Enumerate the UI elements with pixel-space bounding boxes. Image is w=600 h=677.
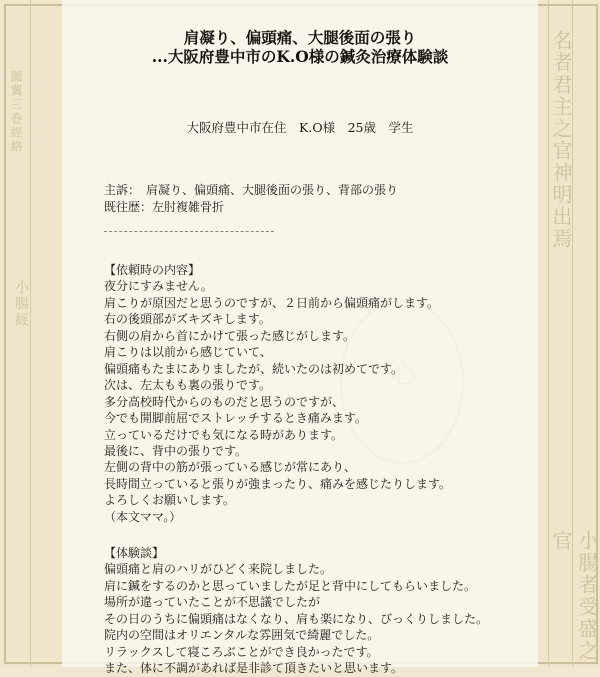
request-line: 肩こりが原因だと思うのですが、２日前から偏頭痛がします。 xyxy=(104,295,440,310)
page-title-line1: 肩凝り、偏頭痛、大腿後面の張り xyxy=(183,28,417,47)
experience-line: 院内の空間はオリエンタルな雰囲気で綺麗でした。 xyxy=(104,628,380,643)
request-line: 右側の肩から首にかけて張った感じがします。 xyxy=(104,328,356,343)
request-heading: 【依頼時の内容】 xyxy=(104,263,201,277)
experience-line: また、体に不調があれば是非診て頂きたいと思います。 xyxy=(104,661,404,676)
author-line: 大阪府豊中市在住 K.O様 25歳 学生 xyxy=(186,120,414,135)
request-line: 左側の背中の筋が張っている感じが常にあり、 xyxy=(104,460,357,475)
background-glyph-column: 圖翼三卷經絡 xyxy=(9,70,23,154)
experience-section xyxy=(104,545,488,677)
request-line: 最後に、背中の張りです。 xyxy=(104,443,248,458)
medical-history: 既往歴：左肘複雑骨折 xyxy=(104,200,225,214)
request-line: 長時間立っていると張りが強まったり、痛みを感じたりします。 xyxy=(104,476,452,491)
page-title-line2: ...大阪府豊中市のK.O様の鍼灸治療体験談 xyxy=(151,47,449,66)
request-line: 偏頭痛もたまにありましたが、続いたのは初めてです。 xyxy=(104,361,404,376)
request-section xyxy=(104,262,451,525)
request-line: 肩こりは以前から感じていて、 xyxy=(104,345,272,360)
article-paper xyxy=(62,0,538,676)
request-line: 立っているだけでも気になる時があります。 xyxy=(104,427,344,442)
request-line: 次は、左太もも裏の張りです。 xyxy=(104,378,272,393)
section-divider xyxy=(104,231,274,232)
request-line: （本文ママ。） xyxy=(104,509,182,524)
request-line: 今でも開脚前屈でストレッチするとき痛みます。 xyxy=(104,411,367,426)
chief-complaint: 主訴： 肩凝り、偏頭痛、大腿後面の張り、背部の張り xyxy=(104,183,399,197)
request-line: 多分高校時代からのものだと思うのですが、 xyxy=(104,394,345,409)
request-line: よろしくお願いします。 xyxy=(104,493,236,508)
background-glyph-column: 小腸經 xyxy=(13,280,29,328)
experience-line: リラックスして寝ころぶことができ良かったです。 xyxy=(104,644,379,659)
experience-line: 偏頭痛と肩のハリがひどく来院しました。 xyxy=(104,562,333,577)
request-line: 右の後頭部がズキズキします。 xyxy=(104,312,271,327)
experience-heading: 【体験談】 xyxy=(104,546,165,560)
request-line: 夜分にすみません。 xyxy=(104,279,213,294)
background-glyph-column: 名者君主之官神明出焉 xyxy=(549,30,573,250)
background-column-line xyxy=(30,0,31,667)
experience-line: 場所が違っていたことが不思議でしたが xyxy=(104,595,321,610)
background-glyph-column: 小腸者受盛之官 xyxy=(549,530,599,662)
experience-line: 肩に鍼をするのかと思っていましたが足と背中にしてもらいました。 xyxy=(104,578,477,593)
experience-line: その日のうちに偏頭痛はなくなり、肩も楽になり、びっくりしました。 xyxy=(104,611,489,626)
